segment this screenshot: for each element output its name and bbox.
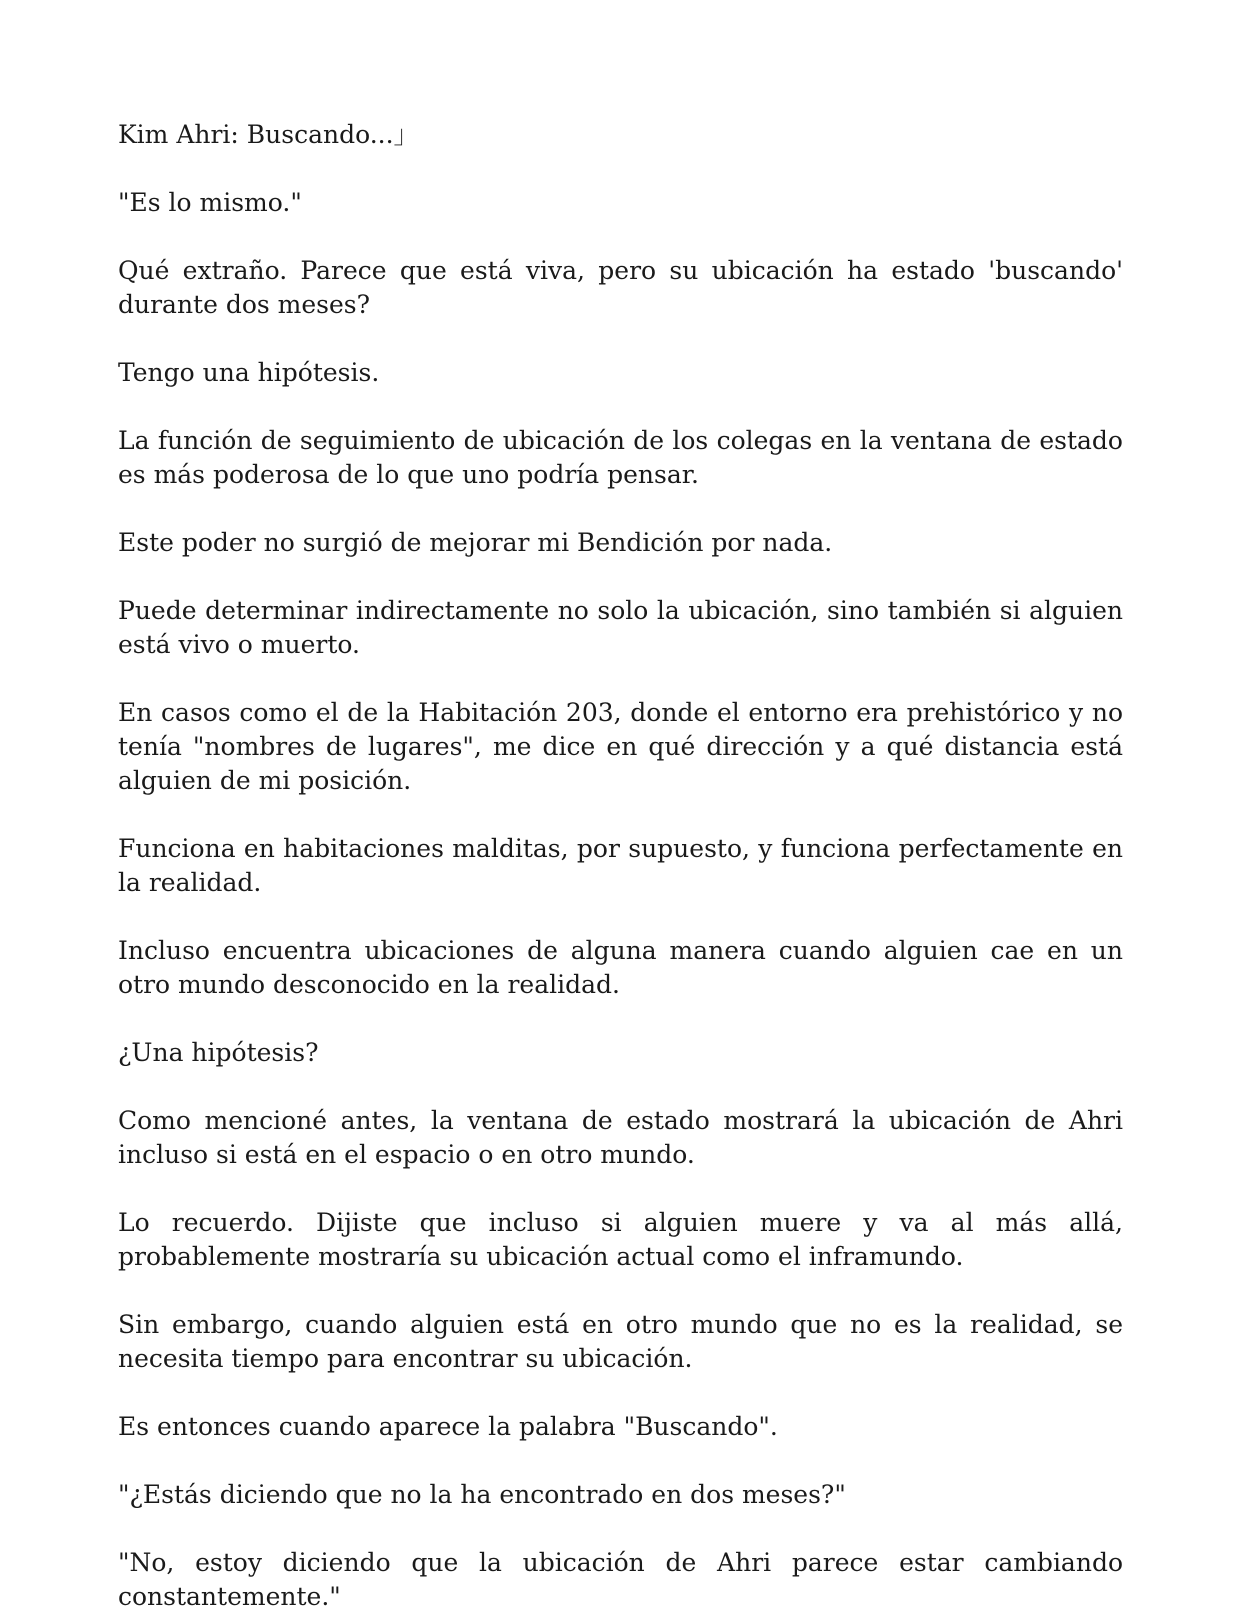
paragraph: ¿Una hipótesis? [118,1038,319,1067]
paragraph: Tengo una hipótesis. [118,358,380,387]
paragraph: "No, estoy diciendo que la ubicación de Ahri parece estar cambiando constantemente." [118,1548,1123,1611]
paragraph: Este poder no surgió de mejorar mi Bendición por nada. [118,528,833,557]
paragraph: Es entonces cuando aparece la palabra "Buscando". [118,1412,778,1441]
paragraph: Qué extraño. Parece que está viva, pero su ubicación ha estado 'buscando' durante dos meses? [118,256,1123,319]
paragraph: Funciona en habitaciones malditas, por supuesto, y funciona perfectamente en la realidad. [118,834,1123,897]
paragraph: Puede determinar indirectamente no solo la ubicación, sino también si alguien está vivo o muerto. [118,596,1123,659]
document-body [118,118,1123,1617]
paragraph: Como mencioné antes, la ventana de estado mostrará la ubicación de Ahri incluso si está en el espacio o en otro mundo. [118,1106,1123,1169]
paragraph: La función de seguimiento de ubicación de los colegas en la ventana de estado es más poderosa de lo que uno podría pensar. [118,426,1123,489]
paragraph: Incluso encuentra ubicaciones de alguna manera cuando alguien cae en un otro mundo desconocido en la realidad. [118,936,1123,999]
paragraph: Sin embargo, cuando alguien está en otro mundo que no es la realidad, se necesita tiempo para encontrar su ubicación. [118,1310,1123,1373]
paragraph: Kim Ahri: Buscando...」 [118,120,419,149]
paragraph: "Es lo mismo." [118,188,302,217]
paragraph: En casos como el de la Habitación 203, donde el entorno era prehistórico y no tenía "nombres de lugares", me dice en qué dirección y a qué distancia está alguien de mi posición. [118,698,1123,795]
paragraph: Lo recuerdo. Dijiste que incluso si alguien muere y va al más allá, probablemente mostraría su ubicación actual como el inframundo. [118,1208,1123,1271]
paragraph: "¿Estás diciendo que no la ha encontrado en dos meses?" [118,1480,846,1509]
